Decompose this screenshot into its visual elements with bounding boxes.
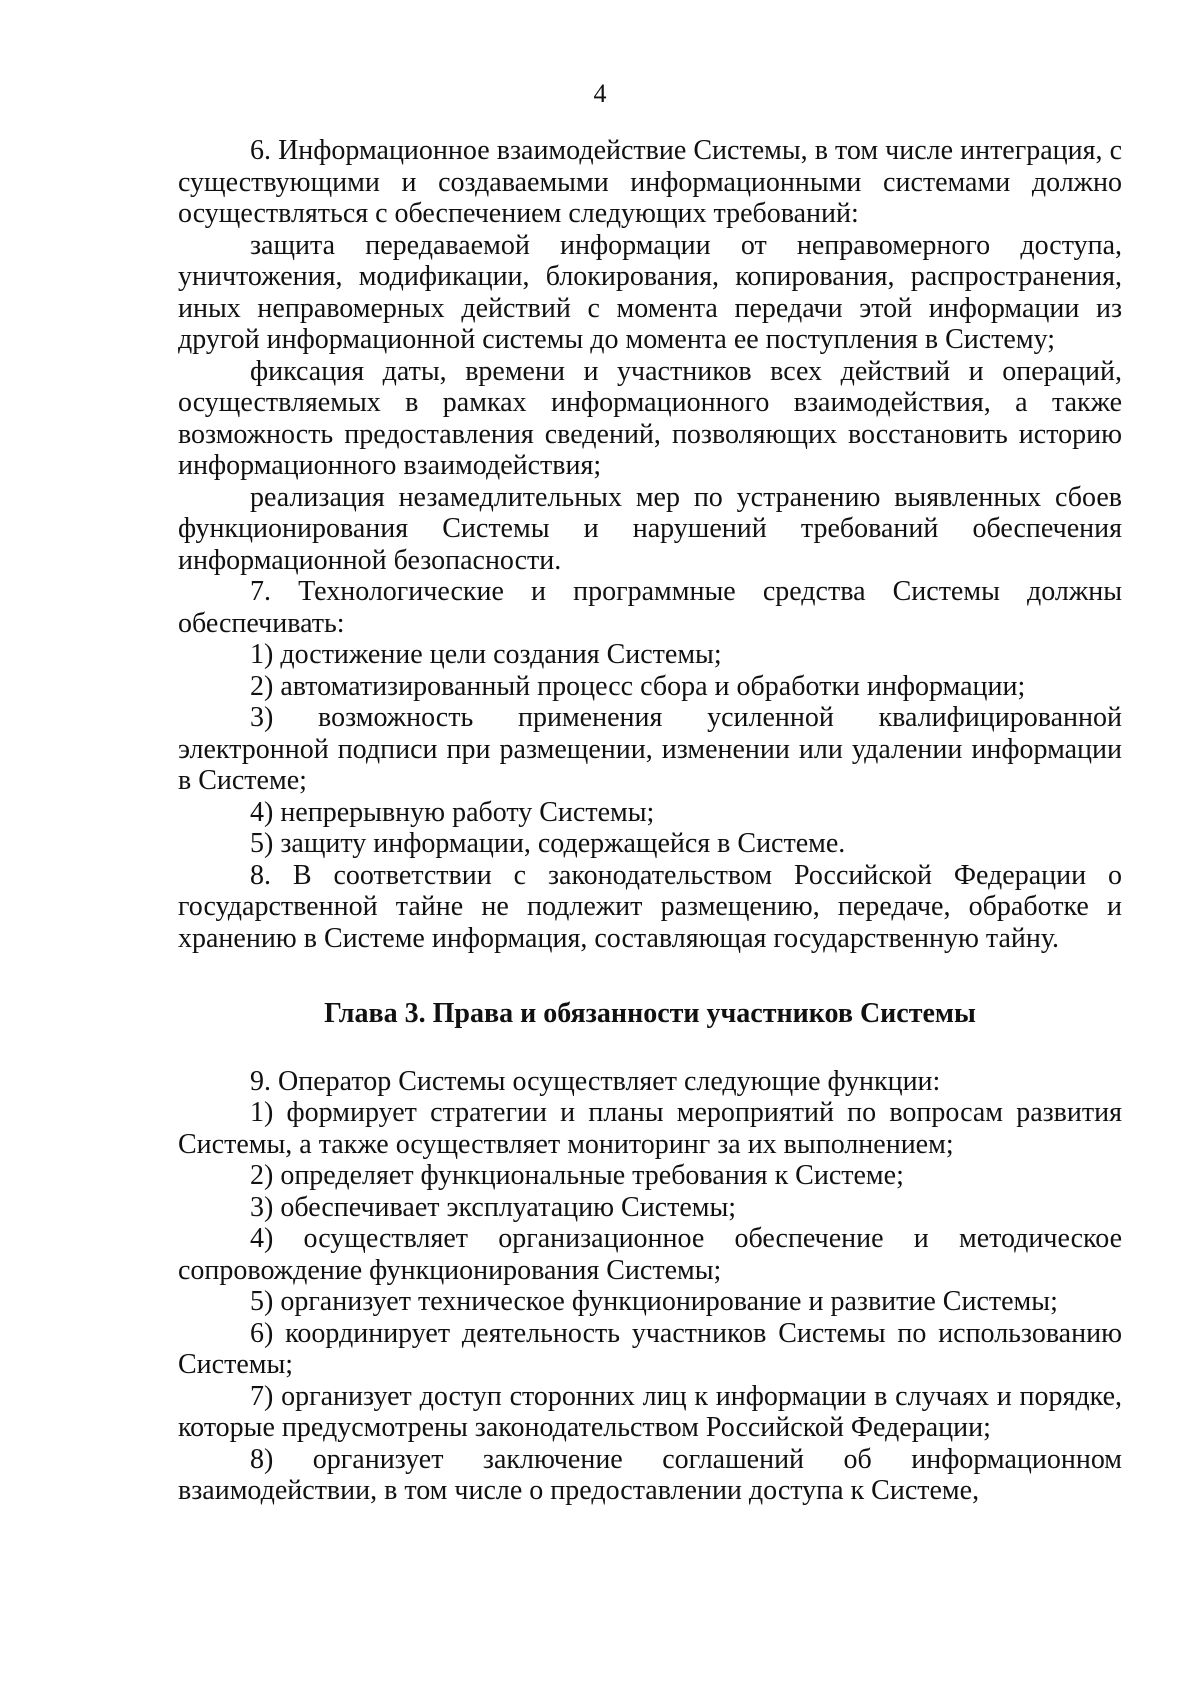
list-item: 1) достижение цели создания Системы; [250,639,722,670]
paragraph-item-7: 7. Технологические и программные средства Системы должны обеспечивать: [178,576,1122,639]
list-item: 1) формирует стратегии и планы мероприятий по вопросам развития Системы, а также осуществляет мониторинг за их выполнением; [178,1097,1122,1160]
paragraph-item-9: 9. Оператор Системы осуществляет следующие функции: [250,1065,941,1097]
paragraph-requirement-remediation: реализация незамедлительных мер по устранению выявленных сбоев функционирования Системы и нарушений требований обеспечения информационной безопасности. [178,481,1122,576]
paragraph-item-6: 6. Информационное взаимодействие Системы, в том числе интеграция, с существующими и создаваемыми информационными системами должно осуществляться с обеспечением следующих требований: [178,135,1122,229]
list-item: 4) осуществляет организационное обеспечение и методическое сопровождение функционирования Системы; [178,1223,1122,1286]
list-item: 2) определяет функциональные требования к Системе; [250,1160,904,1191]
list-item: 3) обеспечивает эксплуатацию Системы; [250,1191,737,1223]
chapter-heading: Глава 3. Права и обязанности участников Системы [324,998,976,1029]
paragraph-requirement-protection: защита передаваемой информации от неправомерного доступа, уничтожения, модификации, блокирования, копирования, распространения, иных неправомерных действий с момента передачи этой информации из другой информационной системы до момента ее поступления в Систему; [178,229,1122,355]
list-item: 5) защиту информации, содержащейся в Системе. [250,828,846,859]
list-item: 7) организует доступ сторонних лиц к информации в случаях и порядке, которые предусмотрены законодательством Российской Федерации; [178,1380,1122,1443]
document-body [178,135,1122,1507]
page-number: 4 [593,79,607,108]
list-item: 2) автоматизированный процесс сбора и обработки информации; [250,670,1026,702]
list-item: 4) непрерывную работу Системы; [250,796,655,828]
paragraph-requirement-logging: фиксация даты, времени и участников всех действий и операций, осуществляемых в рамках информационного взаимодействия, а также возможность предоставления сведений, позволяющих восстановить историю информационного взаимодействия; [178,355,1122,481]
list-item: 5) организует техническое функционирование и развитие Системы; [250,1286,1058,1317]
list-item: 3) возможность применения усиленной квалифицированной электронной подписи при размещении, изменении или удалении информации в Системе; [178,702,1122,796]
list-item: 6) координирует деятельность участников Системы по использованию Системы; [178,1317,1122,1380]
paragraph-item-8: 8. В соответствии с законодательством Российской Федерации о государственной тайне не подлежит размещению, передаче, обработке и хранению в Системе информация, составляющая государственную тайну. [178,859,1122,954]
list-item: 8) организует заключение соглашений об информационном взаимодействии, в том числе о предоставлении доступа к Системе, [178,1443,1122,1506]
